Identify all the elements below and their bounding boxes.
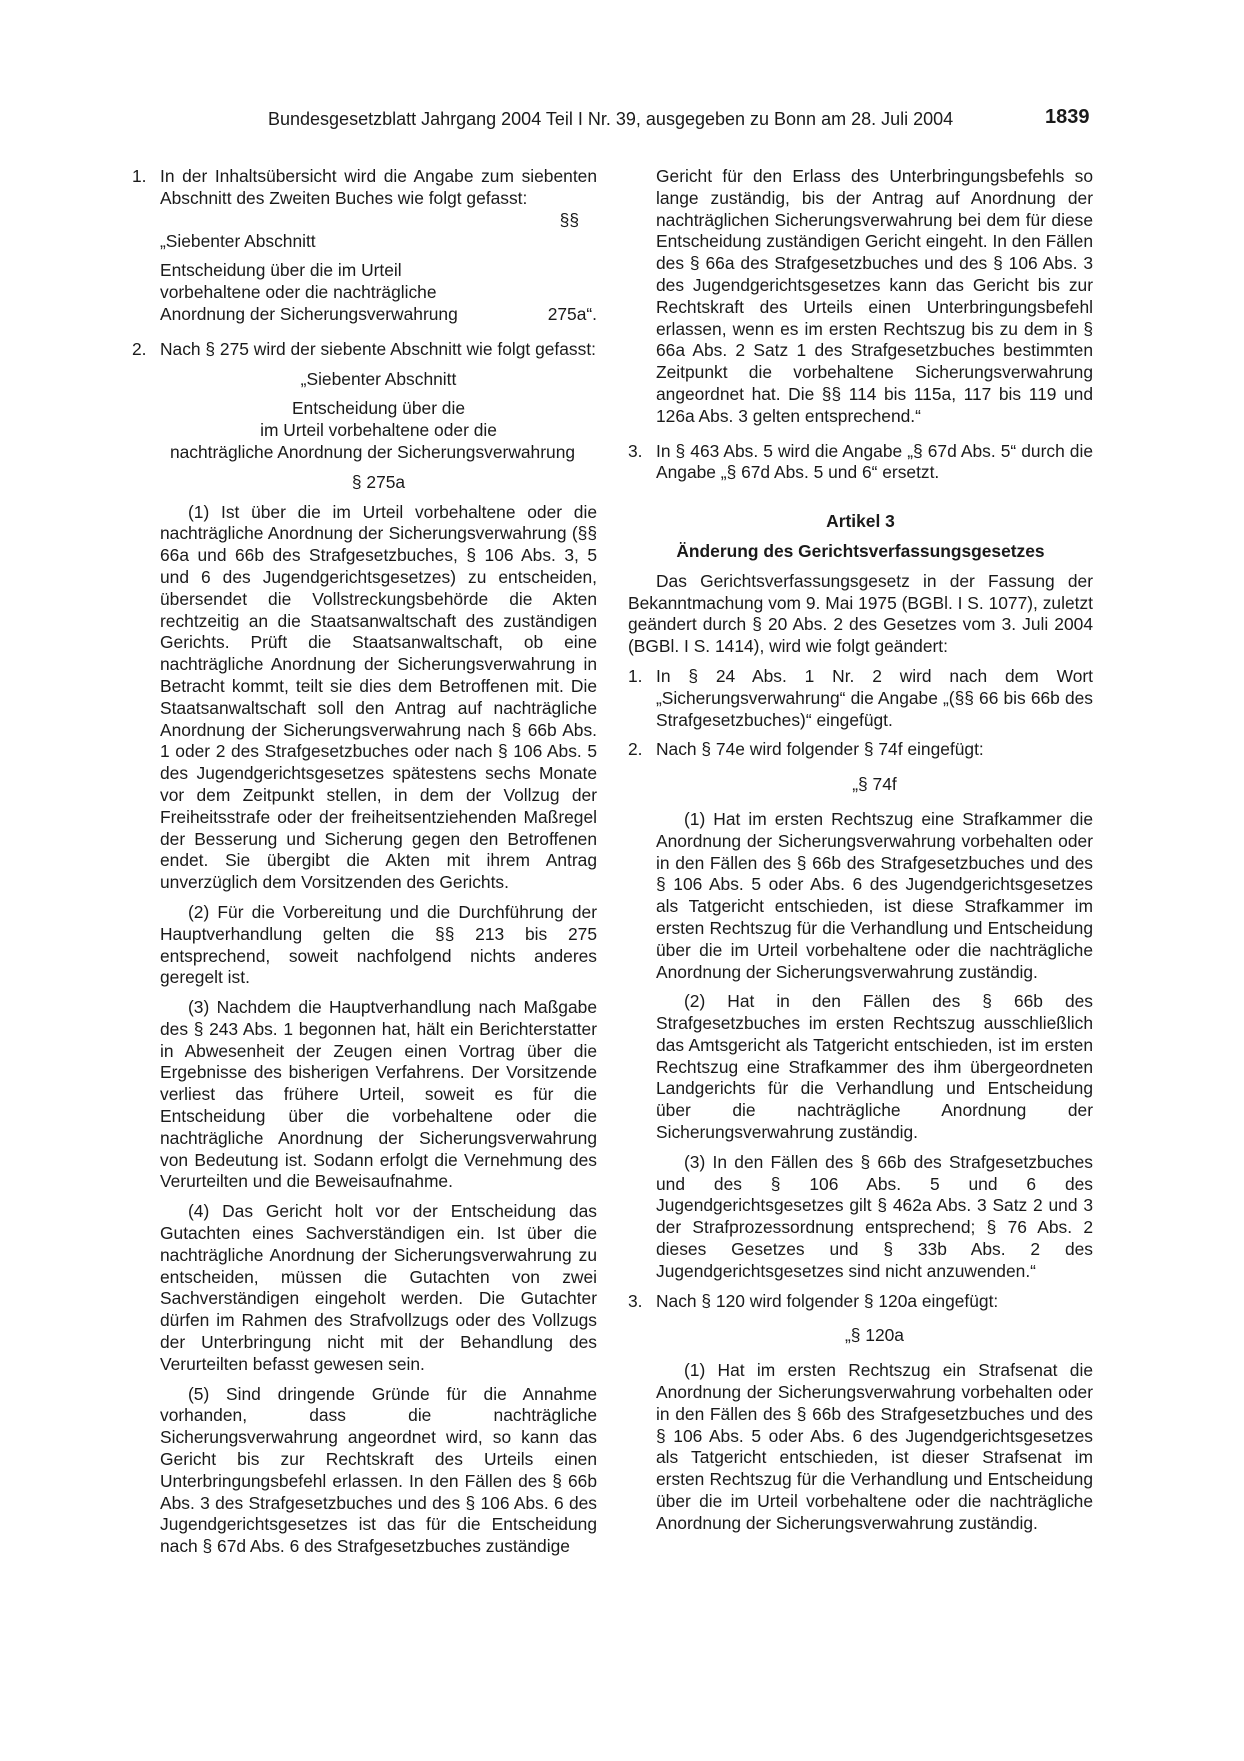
item-number: 2.	[132, 338, 147, 359]
header-title: Bundesgesetzblatt Jahrgang 2004 Teil I Nr. 39, ausgegeben zu Bonn am 28. Juli 2004	[268, 109, 954, 129]
clause-1: (1) Hat im ersten Rechtszug eine Strafkammer die Anordnung der Sicherungsverwahrung vorbehalten oder in den Fällen des § 66b des Strafgesetzbuches und des § 106 Abs. 5 oder Abs. 6 des Jugendgerichtsgesetzes als Tatgericht entschieden, ist diese Strafkammer im ersten Rechtszug für die Verhandlung und Entscheidung über die im Urteil vorbehaltene oder die nachträgliche Anordnung der Sicherungsverwahrung zuständig.	[656, 808, 1093, 982]
left-column	[132, 166, 597, 1558]
article-heading: Artikel 3	[826, 511, 895, 532]
paragraph-number: „§ 120a	[845, 1325, 904, 1346]
toc-line-1: Entscheidung über die im Urteil	[160, 260, 402, 281]
item-number: 3.	[628, 440, 643, 461]
toc-reference: 275a“.	[547, 303, 597, 324]
clause-4: (4) Das Gericht holt vor der Entscheidung das Gutachten eines Sachverständigen ein. Ist über die nachträgliche Anordnung der Sicherungsverwahrung zu entscheiden, müssen die Gutachten von zwei Sachverständigen eingeholt werden. Die Gutachter dürfen im Rahmen des Strafvollzugs oder des Vollzugs der Unterbringung nicht mit der Behandlung des Verurteilten befasst gewesen sein.	[160, 1201, 597, 1374]
item-number: 1.	[132, 166, 147, 186]
toc-heading: „Siebenter Abschnitt	[160, 230, 316, 251]
clause-3: (3) In den Fällen des § 66b des Strafgesetzbuches und des § 106 Abs. 5 und 6 des Jugendgerichtsgesetzes gilt § 462a Abs. 3 Satz 2 und 3 der Strafprozessordnung entsprechend; § 76 Abs. 2 dieses Gesetzes und § 33b Abs. 2 des Jugendgerichtsgesetzes sind nicht anzuwenden.“	[656, 1151, 1093, 1281]
clause-2: (2) Für die Vorbereitung und die Durchführung der Hauptverhandlung gelten die §§ 213 bis 275 entsprechend, soweit nachfolgend nichts anderes geregelt ist.	[160, 901, 597, 988]
clause-5-continued: Gericht für den Erlass des Unterbringungsbefehls so lange zuständig, bis der Antrag auf Anordnung der nachträglichen Sicherungsverwahrung bei dem für diese Entscheidung zuständigen Gericht eingeht. In den Fällen des § 66a des Strafgesetzbuches und des § 106 Abs. 3 des Jugendgerichtsgesetzes kann das Gericht bis zur Rechtskraft des Urteils einen Unterbringungsbefehl erlassen, wenn es im ersten Rechtszug bis zu dem in § 66a Abs. 2 Satz 1 des Strafgesetzbuches bestimmten Zeitpunkt die vorbehaltene Sicherungsverwahrung angeordnet hat. Die §§ 114 bis 115a, 117 bis 119 und 126a Abs. 3 gelten entsprechend.“	[656, 166, 1093, 426]
item-number: 1.	[628, 665, 643, 686]
section-title-line-2: im Urteil vorbehaltene oder die	[260, 420, 497, 441]
article-title: Änderung des Gerichtsverfassungsgesetzes	[676, 540, 1045, 561]
article-intro: Das Gerichtsverfassungsgesetz in der Fassung der Bekanntmachung vom 9. Mai 1975 (BGBl. I S. 1077), zuletzt geändert durch § 20 Abs. 2 des Gesetzes vom 3. Juli 2004 (BGBl. I S. 1414), wird wie folgt geändert:	[628, 570, 1093, 657]
item-number: 2.	[628, 739, 643, 760]
item-number: 3.	[628, 1290, 643, 1311]
page-header	[0, 106, 1244, 135]
article-item-1	[628, 666, 1093, 731]
section-heading: „Siebenter Abschnitt	[300, 368, 457, 389]
item-text: Nach § 120 wird folgender § 120a eingefügt:	[656, 1290, 999, 1311]
toc-entry	[160, 209, 597, 326]
section-title-line-1: Entscheidung über die	[291, 398, 466, 419]
clause-1: (1) Ist über die im Urteil vorbehaltene oder die nachträgliche Anordnung der Sicherungsverwahrung (§§ 66a und 66b des Strafgesetzbuches, § 106 Abs. 3, 5 und 6 des Jugendgerichtsgesetzes) zu entscheiden, übersendet die Vollstreckungsbehörde die Akten rechtzeitig an die Staatsanwaltschaft des zuständigen Gerichts. Prüft die Staatsanwaltschaft, ob eine nachträgliche Anordnung der Sicherungsverwahrung in Betracht kommt, teilt sie dies dem Betroffenen mit. Die Staatsanwaltschaft soll den Antrag auf nachträgliche Anordnung der Sicherungsverwahrung nach § 66b Abs. 1 oder 2 des Strafgesetzbuches oder nach § 106 Abs. 5 des Jugendgerichtsgesetzes spätestens sechs Monate vor dem Zeitpunkt stellen, in dem der Vollzug der Freiheitsstrafe oder der freiheitsentziehenden Maßregel der Besserung und Sicherung gegen den Betroffenen endet. Sie übergibt die Akten mit ihrem Antrag unverzüglich dem Vorsitzenden des Gerichts.	[160, 501, 597, 893]
item-text: Nach § 275 wird der siebente Abschnitt wie folgt gefasst:	[160, 338, 596, 359]
clause-2: (2) Hat in den Fällen des § 66b des Strafgesetzbuches im ersten Rechtszug ausschließlich das Amtsgericht als Tatgericht entschieden, ist im ersten Rechtszug eine Strafkammer des ihm übergeordneten Landgerichts für die Verhandlung und Entscheidung über die nachträgliche Anordnung der Sicherungsverwahrung zuständig.	[656, 991, 1093, 1143]
clause-5: (5) Sind dringende Gründe für die Annahme vorhanden, dass die nachträgliche Sicherungsverwahrung angeordnet wird, so kann das Gericht bis zur Rechtskraft des Urteils einen Unterbringungsbefehl erlassen. In den Fällen des § 66b Abs. 3 des Strafgesetzbuches und des § 106 Abs. 6 des Jugendgerichtsgesetzes ist das für die Entscheidung nach § 67d Abs. 6 des Strafgesetzbuches zuständige	[160, 1383, 597, 1557]
paragraph-number: „§ 74f	[852, 774, 897, 795]
article-item-2	[628, 739, 1093, 761]
article-item-3	[628, 1291, 1093, 1313]
amendment-item-3	[628, 441, 1093, 485]
clause-3: (3) Nachdem die Hauptverhandlung nach Maßgabe des § 243 Abs. 1 begonnen hat, hält ein Berichterstatter in Abwesenheit der Zeugen einen Vortrag über die Ergebnisse des bisherigen Verfahrens. Der Vorsitzende verliest das frühere Urteil, soweit es für die Entscheidung über die vorbehaltene oder die nachträgliche Anordnung der Sicherungsverwahrung von Bedeutung ist. Sodann erfolgt die Vernehmung des Verurteilten und die Beweisaufnahme.	[160, 997, 597, 1192]
amendment-item-1	[132, 166, 597, 210]
section-title-line-3: nachträgliche Anordnung der Sicherungsverwahrung	[169, 441, 576, 462]
clause-1: (1) Hat im ersten Rechtszug ein Strafsenat die Anordnung der Sicherungsverwahrung vorbehalten oder in den Fällen des § 66b des Strafgesetzbuches und des § 106 Abs. 5 oder Abs. 6 des Jugendgerichtsgesetzes als Tatgericht entschieden, ist dieser Strafsenat im ersten Rechtszug für die Verhandlung und Entscheidung über die im Urteil vorbehaltene oder die nachträgliche Anordnung der Sicherungsverwahrung zuständig.	[656, 1360, 1093, 1533]
toc-paragraph-sign: §§	[559, 209, 579, 230]
item-text: Nach § 74e wird folgender § 74f eingefügt:	[656, 739, 984, 760]
amendment-item-2	[132, 339, 597, 361]
item-text: In der Inhaltsübersicht wird die Angabe zum siebenten Abschnitt des Zweiten Buches wie folgt gefasst:	[160, 166, 597, 208]
paragraph-number: § 275a	[351, 471, 406, 492]
item-text: In § 463 Abs. 5 wird die Angabe „§ 67d Abs. 5“ durch die Angabe „§ 67d Abs. 5 und 6“ ersetzt.	[656, 440, 1093, 483]
right-column	[628, 166, 1093, 1535]
item-text: In § 24 Abs. 1 Nr. 2 wird nach dem Wort „Sicherungsverwahrung“ die Angabe „(§§ 66 bis 66b des Strafgesetzbuches)“ eingefügt.	[656, 665, 1093, 730]
toc-line-3: Anordnung der Sicherungsverwahrung	[160, 303, 458, 324]
toc-line-2: vorbehaltene oder die nachträgliche	[160, 282, 437, 303]
page-number: 1839	[1045, 106, 1090, 128]
